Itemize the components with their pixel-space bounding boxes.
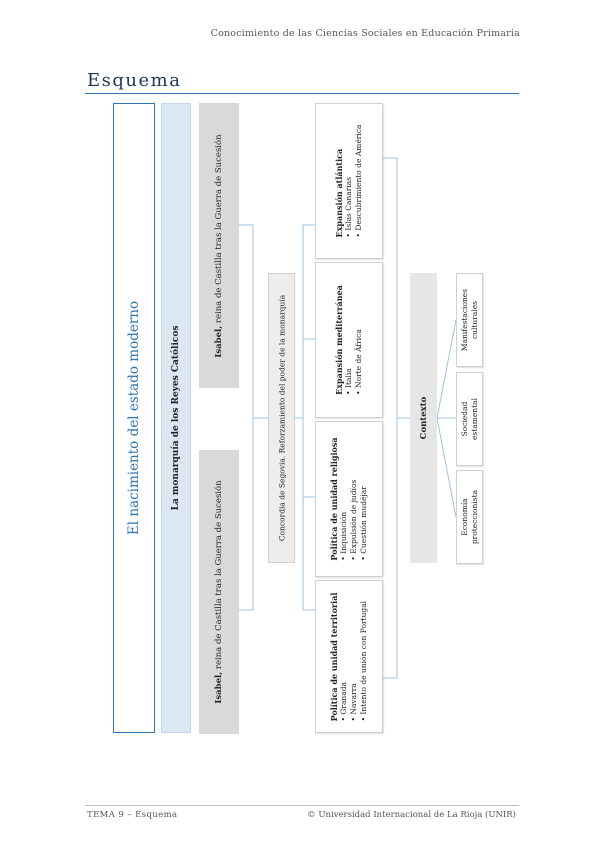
policy-mediterranean-content: [334, 285, 364, 395]
policy-atlantic-title: Expansión atlántica: [334, 148, 344, 238]
isabel-box-top: [199, 103, 239, 388]
contexto-label: Contexto: [418, 396, 429, 440]
policy-mediterranean-title: Expansión mediterránea: [334, 285, 344, 395]
context-economy-label: Economía proteccionista: [459, 489, 479, 545]
contexto-box: [410, 273, 437, 563]
context-box-economy: [456, 470, 483, 564]
context-society-label: Sociedad estamental: [459, 397, 479, 441]
list-item: • Italia: [344, 285, 354, 395]
policy-religious-content: [329, 437, 369, 560]
policy-atlantic-content: [334, 125, 364, 238]
footer-topic: TEMA 9 – Esquema: [87, 810, 178, 820]
footer-rule: [85, 805, 519, 806]
monarchy-label: La monarquía de los Reyes Católicos: [171, 325, 181, 511]
policy-territorial-content: [329, 592, 369, 721]
policy-box-religious: [315, 421, 383, 577]
monarchy-box: [161, 103, 191, 733]
list-item: • Descubrimiento de América: [354, 125, 364, 238]
list-item: • Norte de África: [354, 285, 364, 395]
context-box-cultural: [456, 273, 483, 367]
list-item: • Expulsión de judíos: [349, 437, 359, 560]
isabel-box-bottom: [199, 450, 239, 734]
list-item: • Intento de unión con Portugal: [359, 592, 369, 721]
footer-copyright: © Universidad Internacional de La Rioja (UNIR): [307, 810, 516, 820]
isabel-label-top: Isabel, reina de Castilla tras la Guerra de Sucesión: [214, 133, 224, 358]
diagram-title: El nacimiento del estado moderno: [126, 300, 142, 536]
list-item: • Navarra: [349, 592, 359, 721]
policy-box-mediterranean: [315, 262, 383, 418]
isabel-label-bottom: Isabel, reina de Castilla tras la Guerra de Sucesión: [214, 480, 224, 704]
concordia-label: Concordia de Segovia. Reforzamiento del poder de la monarquía: [277, 294, 286, 542]
list-item: • Granada: [339, 592, 349, 721]
context-cultural-label: Manifestaciones culturales: [459, 288, 479, 352]
running-header: Conocimiento de las Ciencias Sociales en Educación Primaria: [210, 28, 520, 39]
policy-religious-title: Política de unidad religiosa: [329, 437, 339, 561]
policy-box-atlantic: [315, 103, 383, 259]
policy-territorial-title: Política de unidad territorial: [329, 592, 339, 721]
list-item: • Cuestión mudéjar: [359, 437, 369, 560]
list-item: • Inquisición: [339, 437, 349, 560]
list-item: • Islas Canarias: [344, 125, 354, 238]
section-title: Esquema: [87, 70, 182, 91]
policy-box-territorial: [315, 580, 383, 733]
concordia-box: [268, 273, 295, 563]
context-box-society: [456, 372, 483, 466]
diagram-title-box: [113, 103, 155, 733]
